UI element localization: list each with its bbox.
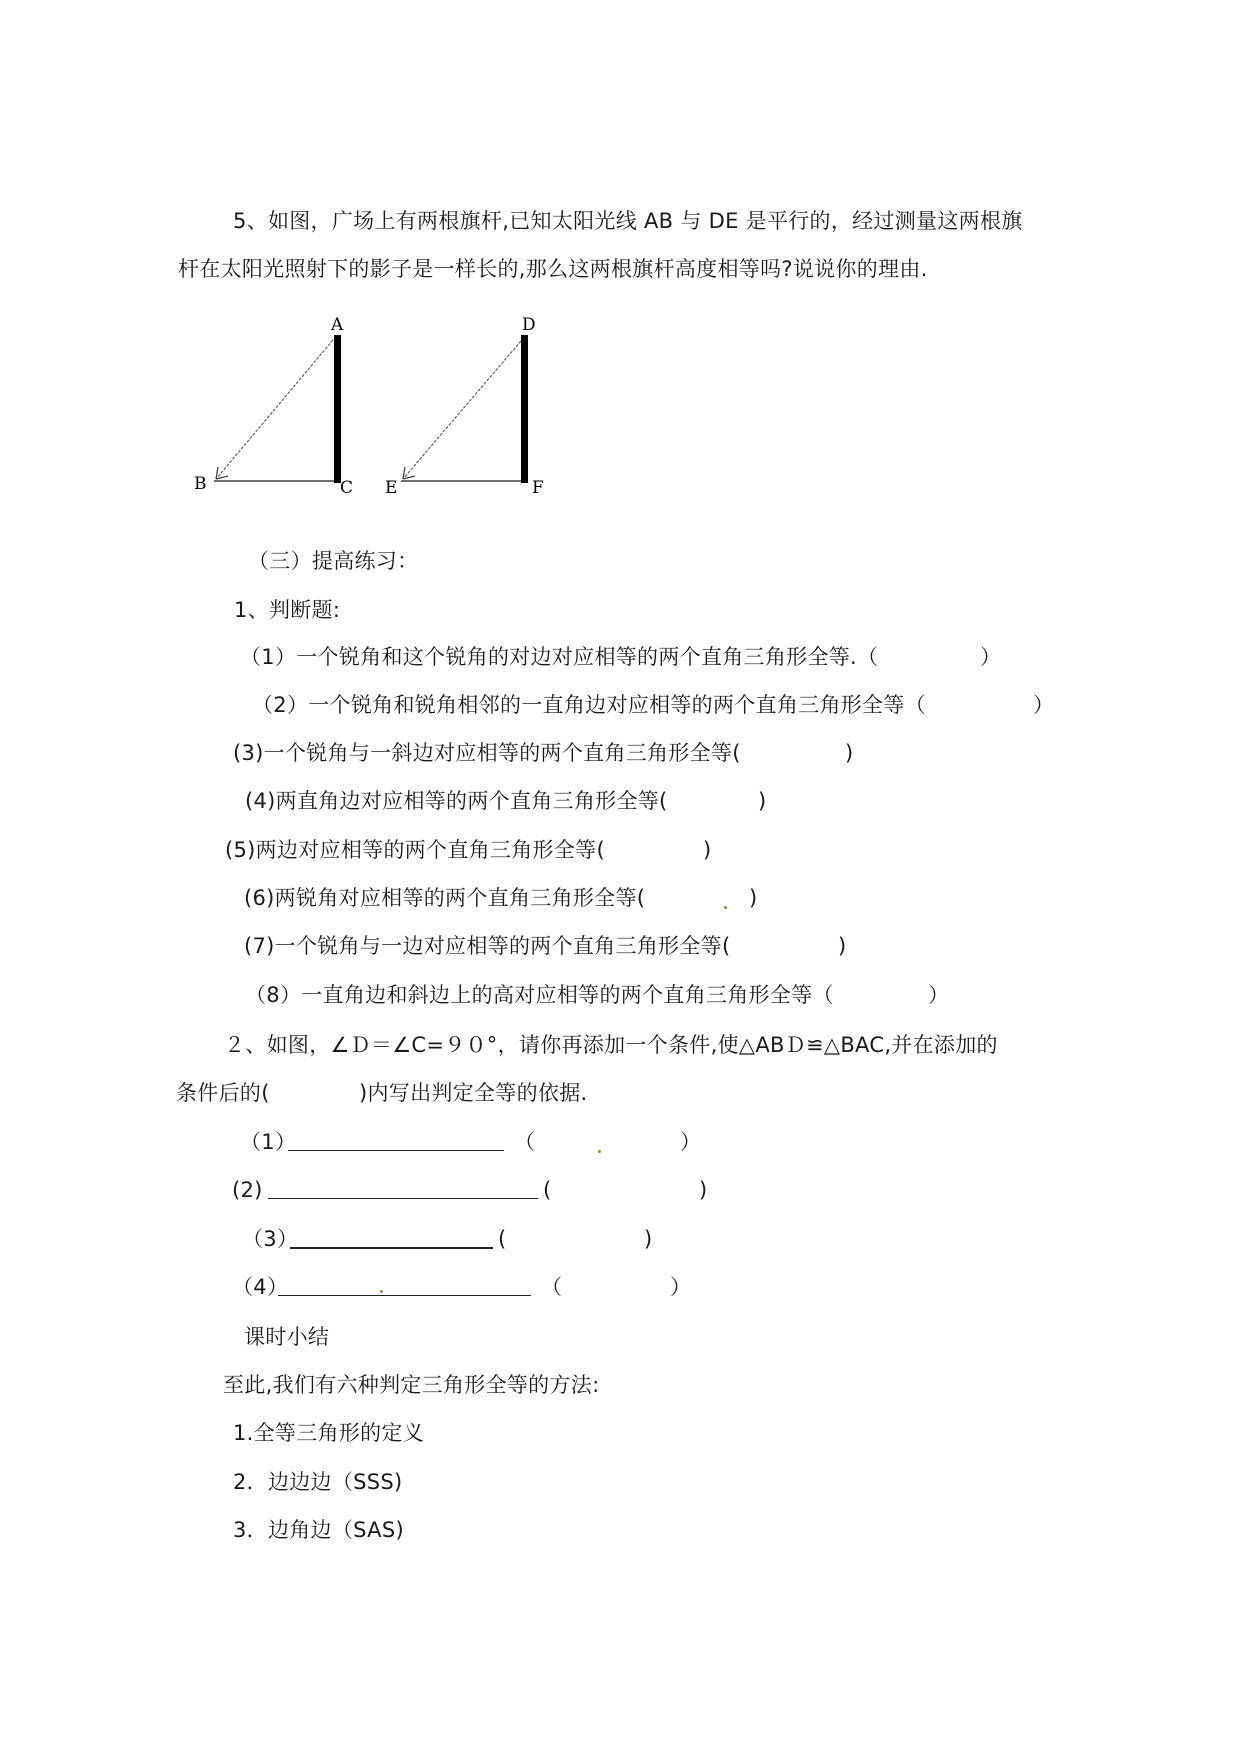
blank-4-answer-line[interactable] xyxy=(278,1295,531,1296)
summary-method-3: 3．边角边（SAS) xyxy=(233,1518,404,1542)
sun-ray-ab xyxy=(216,340,333,479)
blank-1-label: （1） xyxy=(240,1130,297,1154)
judge-title: 1、判断题: xyxy=(234,598,341,622)
blank-1-close: ） xyxy=(680,1130,701,1154)
judge-item-8-close: ） xyxy=(928,983,949,1007)
label-b: B xyxy=(194,474,207,494)
arrow-e-2 xyxy=(403,467,405,479)
q2-line-2b: )内写出判定全等的依据. xyxy=(359,1081,588,1105)
arrow-b-1 xyxy=(216,476,228,479)
q5-line-2: 杆在太阳光照射下的影子是一样长的,那么这两根旗杆高度相等吗?说说你的理由. xyxy=(178,257,928,281)
blank-2-close: ) xyxy=(699,1178,708,1202)
judge-item-6: (6)两锐角对应相等的两个直角三角形全等( xyxy=(244,886,646,910)
blank-2-label: (2) xyxy=(232,1178,263,1202)
label-f: F xyxy=(532,478,544,498)
blank-3-close: ) xyxy=(644,1227,653,1251)
judge-item-6-close: ) xyxy=(749,886,758,910)
flagpole-ac xyxy=(334,335,341,483)
label-c: C xyxy=(340,478,354,498)
judge-item-8: （8）一直角边和斜边上的高对应相等的两个直角三角形全等（ xyxy=(245,983,834,1007)
blank-3-open: ( xyxy=(498,1227,507,1251)
q2-line-1: ２、如图，∠Ｄ＝∠C=９０°，请你再添加一个条件,使△ABＤ≌△BAC,并在添加的 xyxy=(224,1033,998,1057)
blank-4-label: （4） xyxy=(232,1275,289,1299)
blank-3-label: （3） xyxy=(242,1227,299,1251)
blank-1-open: （ xyxy=(514,1130,535,1154)
blank-4-close: ） xyxy=(670,1275,691,1299)
blank-2-open: ( xyxy=(543,1178,552,1202)
judge-item-4: (4)两直角边对应相等的两个直角三角形全等( xyxy=(245,789,668,813)
flagpole-figure xyxy=(180,305,560,505)
judge-item-2: （2）一个锐角和锐角相邻的一直角边对应相等的两个直角三角形全等（ xyxy=(252,693,926,717)
judge-item-1: （1）一个锐角和这个锐角的对边对应相等的两个直角三角形全等.（ xyxy=(240,645,879,669)
judge-item-7-close: ) xyxy=(838,934,847,958)
section-3-heading: （三）提高练习： xyxy=(248,549,419,573)
judge-item-2-close: ） xyxy=(1033,693,1054,717)
speck-dot xyxy=(598,1150,601,1153)
triangle-def xyxy=(385,315,544,498)
judge-item-3: (3)一个锐角与一斜边对应相等的两个直角三角形全等( xyxy=(233,741,741,765)
summary-intro: 至此,我们有六种判定三角形全等的方法: xyxy=(223,1373,600,1397)
arrow-b-2 xyxy=(216,467,218,479)
judge-item-5-close: ) xyxy=(703,838,712,862)
judge-item-7: (7)一个锐角与一边对应相等的两个直角三角形全等( xyxy=(244,934,731,958)
summary-method-1: 1.全等三角形的定义 xyxy=(233,1421,425,1445)
label-a: A xyxy=(331,315,344,335)
speck-dot xyxy=(380,1290,383,1293)
judge-item-5: (5)两边对应相等的两个直角三角形全等( xyxy=(225,838,605,862)
judge-item-3-close: ) xyxy=(845,741,854,765)
blank-4-open: （ xyxy=(541,1275,562,1299)
label-d: D xyxy=(522,315,536,335)
judge-item-1-close: ） xyxy=(980,645,1001,669)
sun-ray-de xyxy=(403,341,521,479)
label-e: E xyxy=(385,478,398,498)
summary-title: 课时小结 xyxy=(244,1325,330,1349)
blank-2-answer-line[interactable] xyxy=(268,1198,538,1199)
flagpole-df xyxy=(521,335,528,483)
judge-item-4-close: ) xyxy=(758,789,767,813)
q5-line-1: 5、如图，广场上有两根旗杆,已知太阳光线 AB 与 DE 是平行的，经过测量这两根旗 xyxy=(233,209,1023,233)
blank-1-answer-line[interactable] xyxy=(288,1150,504,1151)
blank-3-answer-line[interactable] xyxy=(290,1247,493,1249)
q2-line-2a: 条件后的( xyxy=(176,1081,270,1105)
speck-dot xyxy=(724,906,727,909)
triangle-abc xyxy=(194,315,353,498)
summary-method-2: 2．边边边（SSS) xyxy=(233,1470,403,1494)
